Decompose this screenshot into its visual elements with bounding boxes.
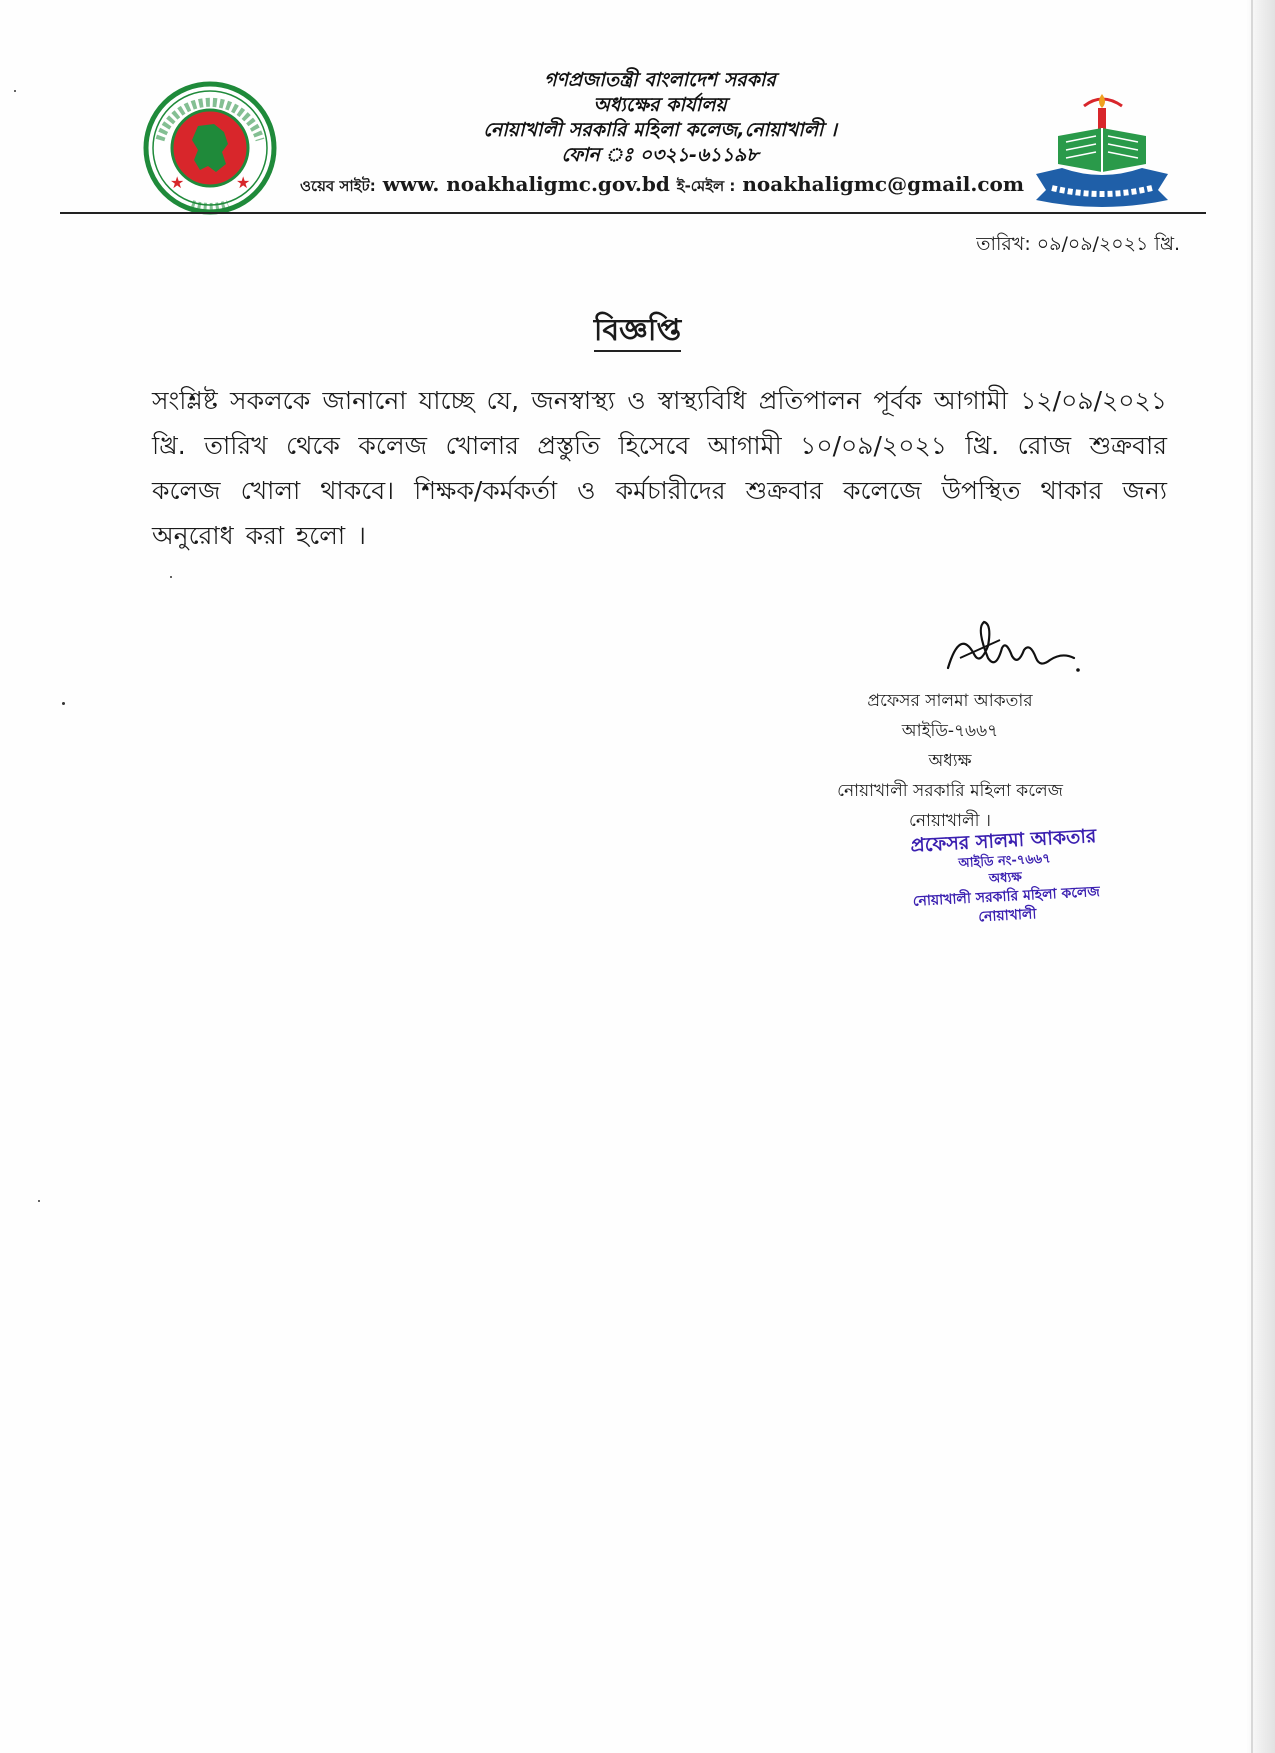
contact-line — [300, 170, 1025, 200]
stamp-id: আইডি নং-৭৬৬৭ — [958, 851, 1052, 872]
signatory-name: প্রফেসর সালমা আকতার — [867, 691, 1033, 711]
government-seal-icon — [142, 80, 278, 216]
stamp-location: নোয়াখালী — [977, 906, 1037, 926]
signatory-location: নোয়াখালী । — [908, 811, 992, 831]
signatory-designation: অধ্যক্ষ — [928, 751, 972, 771]
notice-body: সংশ্লিষ্ট সকলকে জানানো যাচ্ছে যে, জনস্বাস্থ্য ও স্বাস্থ্যবিধি প্রতিপালন পূর্বক আগামী ১২/০৯/২০২১ খ্রি. তারিখ থেকে কলেজ খোলার প্রস্তুতি হিসেবে আগামী ১০/০৯/২০২১ খ্রি. রোজ শুক্রবার কলেজ খোলা থাকবে। শিক্ষক/কর্মকর্তা ও কর্মচারীদের শুক্রবার কলেজে উপস্থিত থাকার জন্য অনুরোধ করা হলো । — [152, 386, 1167, 550]
svg-text:★: ★ — [170, 173, 185, 192]
official-stamp — [868, 822, 1143, 932]
scan-speck — [14, 90, 16, 92]
email-link[interactable]: noakhaligmc@gmail.com — [742, 172, 1025, 196]
office-name: অধ্যক্ষের কার্যালয় — [593, 94, 727, 116]
scan-edge-line — [1251, 0, 1253, 1753]
stamp-name: প্রফেসর সালমা আকতার — [910, 825, 1097, 857]
signatory-id: আইডি-৭৬৬৭ — [901, 721, 999, 741]
scan-speck — [62, 702, 65, 705]
college-logo-icon — [1032, 86, 1172, 210]
svg-text:★: ★ — [236, 173, 251, 192]
notice-date: তারিখ: ০৯/০৯/২০২১ খ্রি. — [976, 233, 1180, 255]
web-label: ওয়েব সাইট: — [300, 177, 376, 195]
phone-number: ফোন ঃ ০৩২১-৬১১৯৮ — [561, 144, 759, 166]
email-label: ই-মেইল : — [676, 177, 736, 195]
notice-title — [0, 306, 1275, 357]
handwritten-signature — [940, 618, 1090, 678]
stamp-institution: নোয়াখালী সরকারি মহিলা কলেজ — [912, 883, 1101, 910]
scan-speck — [170, 576, 172, 578]
signatory-institution: নোয়াখালী সরকারি মহিলা কলেজ — [837, 781, 1063, 801]
letterhead — [300, 68, 1025, 200]
notice-title-text: বিজ্ঞপ্তি — [594, 313, 681, 352]
website-link[interactable]: www. noakhaligmc.gov.bd — [382, 172, 670, 196]
signatory-block — [780, 686, 1120, 836]
scan-speck — [38, 1200, 40, 1202]
header-divider — [60, 212, 1206, 214]
stamp-designation: অধ্যক্ষ — [988, 870, 1023, 887]
government-name: গণপ্রজাতন্ত্রী বাংলাদেশ সরকার — [544, 69, 776, 91]
college-name: নোয়াখালী সরকারি মহিলা কলেজ,নোয়াখালী । — [483, 119, 837, 141]
